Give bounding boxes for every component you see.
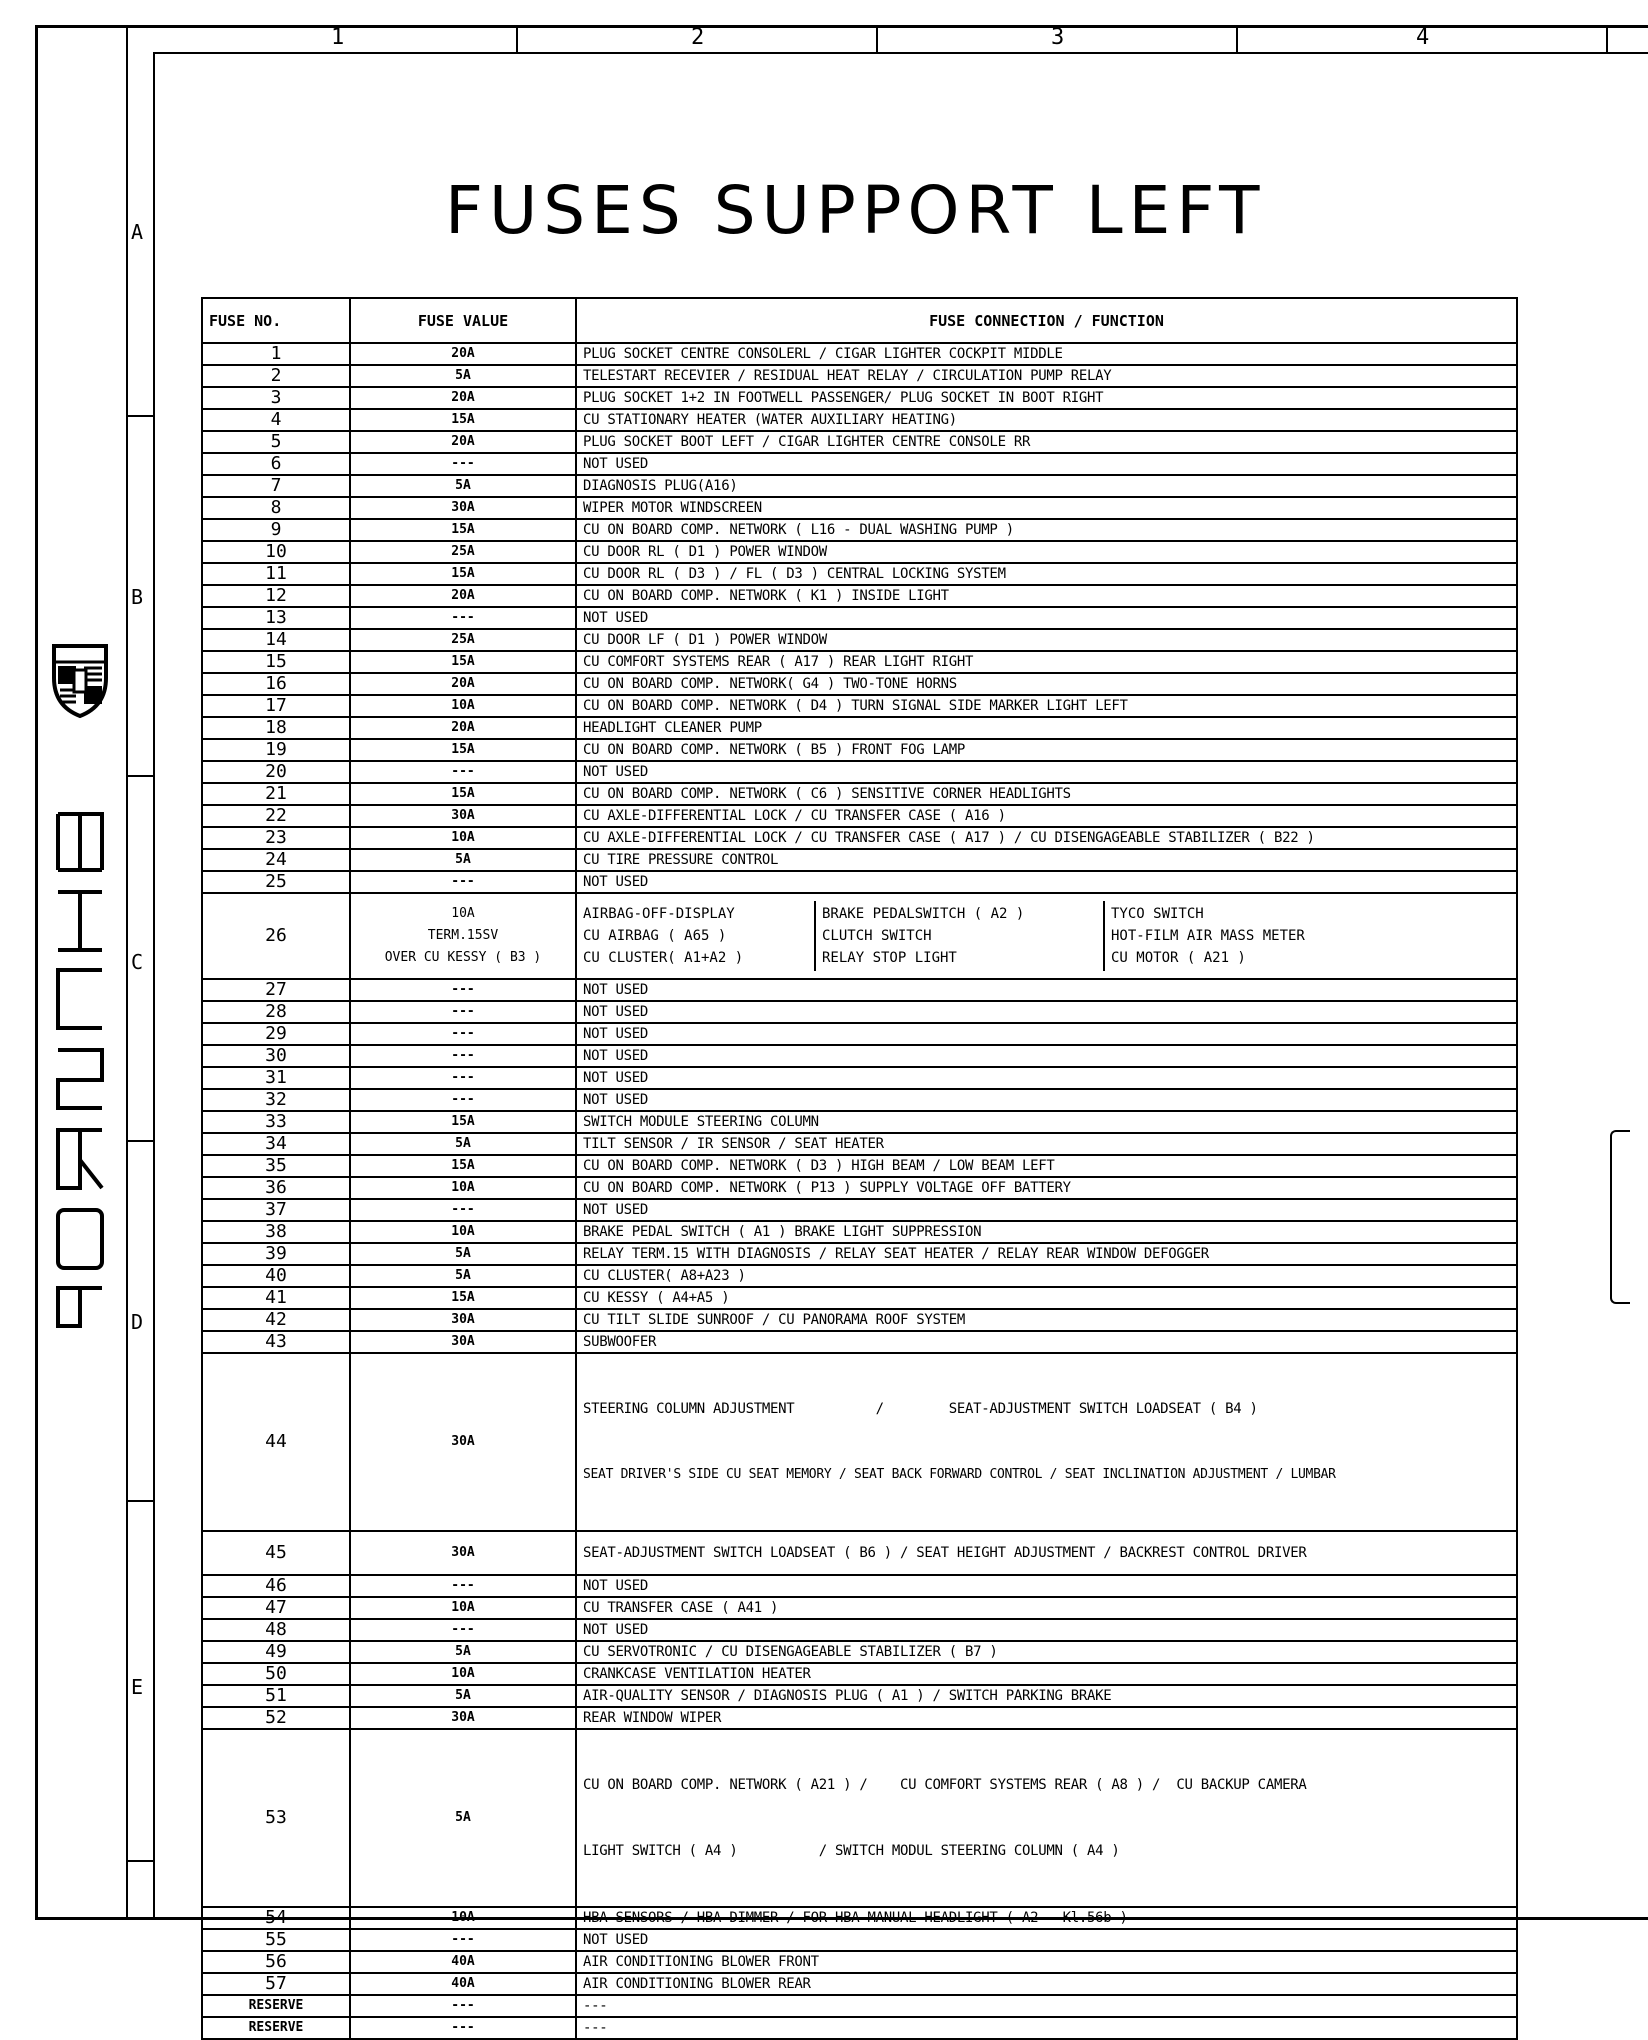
column-ruler bbox=[126, 25, 1648, 52]
fuse-number: 13 bbox=[202, 607, 350, 629]
fuse-number: 16 bbox=[202, 673, 350, 695]
column-divider bbox=[516, 25, 518, 52]
fuse-number: 51 bbox=[202, 1685, 350, 1707]
table-header-row bbox=[202, 298, 1517, 343]
fuse-number: 29 bbox=[202, 1023, 350, 1045]
table-row bbox=[202, 1155, 1517, 1177]
fuse-number: 20 bbox=[202, 761, 350, 783]
row-divider bbox=[126, 1500, 153, 1502]
fuse-function: NOT USED bbox=[576, 1001, 1517, 1023]
fuse-number: 32 bbox=[202, 1089, 350, 1111]
function-line: CLUTCH SWITCH bbox=[822, 928, 932, 944]
fuse-function: CU CLUSTER( A8+A23 ) bbox=[576, 1265, 1517, 1287]
fuse-number: 39 bbox=[202, 1243, 350, 1265]
column-marker: 3 bbox=[1051, 25, 1065, 50]
fuse-function: CU STATIONARY HEATER (WATER AUXILIARY HEATING) bbox=[576, 409, 1517, 431]
fuse-value-line: 10A bbox=[451, 906, 475, 921]
fuse-number: 44 bbox=[202, 1353, 350, 1531]
fuse-value: 15A bbox=[350, 1111, 576, 1133]
fuse-number: 52 bbox=[202, 1707, 350, 1729]
fuse-number: 12 bbox=[202, 585, 350, 607]
table-row bbox=[202, 2017, 1517, 2039]
table-row bbox=[202, 1929, 1517, 1951]
fuse-value: 5A bbox=[350, 1133, 576, 1155]
fuse-number: 15 bbox=[202, 651, 350, 673]
table-row bbox=[202, 1177, 1517, 1199]
fuse-value: 10A bbox=[350, 1221, 576, 1243]
fuse-number: 49 bbox=[202, 1641, 350, 1663]
fuse-function: CU ON BOARD COMP. NETWORK ( L16 - DUAL WASHING PUMP ) bbox=[576, 519, 1517, 541]
fuse-number: 34 bbox=[202, 1133, 350, 1155]
fuse-value: --- bbox=[350, 1995, 576, 2017]
fuse-number: 55 bbox=[202, 1929, 350, 1951]
fuse-number: 3 bbox=[202, 387, 350, 409]
table-row bbox=[202, 629, 1517, 651]
table-row bbox=[202, 695, 1517, 717]
row-marker: B bbox=[131, 585, 144, 609]
table-row bbox=[202, 431, 1517, 453]
fuse-function: PLUG SOCKET 1+2 IN FOOTWELL PASSENGER/ PLUG SOCKET IN BOOT RIGHT bbox=[576, 387, 1517, 409]
fuse-function: CU KESSY ( A4+A5 ) bbox=[576, 1287, 1517, 1309]
function-line: SEAT DRIVER'S SIDE CU SEAT MEMORY / SEAT BACK FORWARD CONTROL / SEAT INCLINATION ADJUSTMENT / LUMBAR bbox=[583, 1467, 1336, 1482]
header-fuse-function: FUSE CONNECTION / FUNCTION bbox=[576, 298, 1517, 343]
fuse-function: DIAGNOSIS PLUG(A16) bbox=[576, 475, 1517, 497]
fuse-value: 5A bbox=[350, 365, 576, 387]
fuse-function: CU SERVOTRONIC / CU DISENGAGEABLE STABILIZER ( B7 ) bbox=[576, 1641, 1517, 1663]
table-row bbox=[202, 739, 1517, 761]
fuse-function: CU ON BOARD COMP. NETWORK ( K1 ) INSIDE LIGHT bbox=[576, 585, 1517, 607]
column-divider bbox=[876, 25, 878, 52]
table-row bbox=[202, 1067, 1517, 1089]
fuse-value: --- bbox=[350, 1929, 576, 1951]
table-row bbox=[202, 1619, 1517, 1641]
fuse-function: CU ON BOARD COMP. NETWORK ( P13 ) SUPPLY VOLTAGE OFF BATTERY bbox=[576, 1177, 1517, 1199]
fuse-number: RESERVE bbox=[202, 1995, 350, 2017]
fuse-value-line: OVER CU KESSY ( B3 ) bbox=[384, 950, 542, 965]
fuse-function: AIR-QUALITY SENSOR / DIAGNOSIS PLUG ( A1 ) / SWITCH PARKING BRAKE bbox=[576, 1685, 1517, 1707]
fuse-function: CU ON BOARD COMP. NETWORK ( D3 ) HIGH BEAM / LOW BEAM LEFT bbox=[576, 1155, 1517, 1177]
fuse-number: 14 bbox=[202, 629, 350, 651]
fuse-function: CU ON BOARD COMP. NETWORK ( D4 ) TURN SIGNAL SIDE MARKER LIGHT LEFT bbox=[576, 695, 1517, 717]
fuse-function: PLUG SOCKET CENTRE CONSOLERL / CIGAR LIGHTER COCKPIT MIDDLE bbox=[576, 343, 1517, 365]
table-row bbox=[202, 1023, 1517, 1045]
table-row bbox=[202, 1221, 1517, 1243]
table-row bbox=[202, 1973, 1517, 1995]
function-col-3 bbox=[1103, 901, 1497, 971]
row-divider bbox=[126, 1140, 153, 1142]
table-row bbox=[202, 1001, 1517, 1023]
fuse-row-53 bbox=[202, 1729, 1517, 1907]
fuse-value: --- bbox=[350, 871, 576, 893]
table-row bbox=[202, 761, 1517, 783]
table-row bbox=[202, 1265, 1517, 1287]
fuse-number: 8 bbox=[202, 497, 350, 519]
fuse-function: CU TIRE PRESSURE CONTROL bbox=[576, 849, 1517, 871]
fuse-value: 10A bbox=[350, 695, 576, 717]
function-line: AIRBAG-OFF-DISPLAY bbox=[583, 906, 735, 922]
fuse-function: NOT USED bbox=[576, 1575, 1517, 1597]
fuse-function: CU ON BOARD COMP. NETWORK ( B5 ) FRONT FOG LAMP bbox=[576, 739, 1517, 761]
fuse-number: 30 bbox=[202, 1045, 350, 1067]
porsche-wordmark-icon bbox=[50, 810, 110, 1330]
function-line: CU AIRBAG ( A65 ) bbox=[583, 928, 727, 944]
fuse-value: --- bbox=[350, 1023, 576, 1045]
fuse-number: 22 bbox=[202, 805, 350, 827]
table-row bbox=[202, 585, 1517, 607]
column-marker: 1 bbox=[331, 25, 345, 50]
fuse-number: 27 bbox=[202, 979, 350, 1001]
fuse-number: 4 bbox=[202, 409, 350, 431]
table-row bbox=[202, 453, 1517, 475]
table-row bbox=[202, 1243, 1517, 1265]
table-row bbox=[202, 1331, 1517, 1353]
fuse-value: 20A bbox=[350, 387, 576, 409]
fuse-value: 10A bbox=[350, 1597, 576, 1619]
fuse-number: 40 bbox=[202, 1265, 350, 1287]
fuse-value: --- bbox=[350, 1089, 576, 1111]
table-row bbox=[202, 1111, 1517, 1133]
fuse-number: 43 bbox=[202, 1331, 350, 1353]
fuse-number: 36 bbox=[202, 1177, 350, 1199]
fuse-value: 25A bbox=[350, 541, 576, 563]
reserve-rows bbox=[202, 1995, 1517, 2039]
table-row bbox=[202, 607, 1517, 629]
fuse-function: CU TRANSFER CASE ( A41 ) bbox=[576, 1597, 1517, 1619]
fuse-value: 5A bbox=[350, 1729, 576, 1907]
fuse-number: 5 bbox=[202, 431, 350, 453]
function-line: HOT-FILM AIR MASS METER bbox=[1111, 928, 1305, 944]
fuse-function: CRANKCASE VENTILATION HEATER bbox=[576, 1663, 1517, 1685]
fuse-value: --- bbox=[350, 1575, 576, 1597]
fuse-value: 30A bbox=[350, 1531, 576, 1575]
fuse-value: 20A bbox=[350, 673, 576, 695]
fuse-number: 48 bbox=[202, 1619, 350, 1641]
fuse-number: 57 bbox=[202, 1973, 350, 1995]
fuse-number: 21 bbox=[202, 783, 350, 805]
fuse-number: 28 bbox=[202, 1001, 350, 1023]
table-row bbox=[202, 1045, 1517, 1067]
row-marker: A bbox=[131, 220, 144, 244]
fuse-number: 11 bbox=[202, 563, 350, 585]
table-row bbox=[202, 1663, 1517, 1685]
fuse-number: 56 bbox=[202, 1951, 350, 1973]
table-row bbox=[202, 387, 1517, 409]
fuse-function bbox=[576, 1729, 1517, 1907]
row-marker: D bbox=[131, 1310, 144, 1334]
table-row bbox=[202, 1707, 1517, 1729]
table-row bbox=[202, 1907, 1517, 1929]
fuse-function: AIR CONDITIONING BLOWER REAR bbox=[576, 1973, 1517, 1995]
fuse-value: 30A bbox=[350, 805, 576, 827]
fuse-function: CU DOOR RL ( D1 ) POWER WINDOW bbox=[576, 541, 1517, 563]
table-row bbox=[202, 1729, 1517, 1907]
fuse-value: 15A bbox=[350, 409, 576, 431]
table-row bbox=[202, 1597, 1517, 1619]
fuse-number: 47 bbox=[202, 1597, 350, 1619]
fuse-value: 10A bbox=[350, 1177, 576, 1199]
fuse-function: CU TILT SLIDE SUNROOF / CU PANORAMA ROOF SYSTEM bbox=[576, 1309, 1517, 1331]
fuse-rows-1 bbox=[202, 343, 1517, 893]
function-line: CU CLUSTER( A1+A2 ) bbox=[583, 950, 744, 966]
fuse-number: 10 bbox=[202, 541, 350, 563]
fuse-function: CU AXLE-DIFFERENTIAL LOCK / CU TRANSFER CASE ( A17 ) / CU DISENGAGEABLE STABILIZER ( B22 ) bbox=[576, 827, 1517, 849]
fuse-number: 37 bbox=[202, 1199, 350, 1221]
fuse-function: TILT SENSOR / IR SENSOR / SEAT HEATER bbox=[576, 1133, 1517, 1155]
row-marker: C bbox=[131, 950, 144, 974]
table-row bbox=[202, 1089, 1517, 1111]
fuse-row-26 bbox=[202, 893, 1517, 979]
fuse-function: SUBWOOFER bbox=[576, 1331, 1517, 1353]
fuse-rows-2 bbox=[202, 979, 1517, 1353]
fuse-value: 5A bbox=[350, 475, 576, 497]
fuse-function: SWITCH MODULE STEERING COLUMN bbox=[576, 1111, 1517, 1133]
fuse-value: 10A bbox=[350, 827, 576, 849]
column-divider bbox=[1236, 25, 1238, 52]
fuse-value: 20A bbox=[350, 343, 576, 365]
table-row bbox=[202, 1995, 1517, 2017]
fuse-table bbox=[201, 297, 1518, 2040]
table-row bbox=[202, 519, 1517, 541]
fuse-value: --- bbox=[350, 1067, 576, 1089]
fuse-value: 20A bbox=[350, 431, 576, 453]
fuse-function: HEADLIGHT CLEANER PUMP bbox=[576, 717, 1517, 739]
fuse-value: --- bbox=[350, 2017, 576, 2039]
table-row bbox=[202, 673, 1517, 695]
fuse-value: 10A bbox=[350, 1907, 576, 1929]
fuse-value: 5A bbox=[350, 1641, 576, 1663]
fuse-number: 18 bbox=[202, 717, 350, 739]
fuse-function: NOT USED bbox=[576, 1089, 1517, 1111]
fuse-table-container bbox=[201, 297, 1516, 2040]
table-row bbox=[202, 651, 1517, 673]
porsche-crest-icon bbox=[40, 640, 120, 720]
function-col-2 bbox=[814, 901, 1103, 971]
fuse-number: 26 bbox=[202, 893, 350, 979]
fuse-number: 33 bbox=[202, 1111, 350, 1133]
table-row bbox=[202, 1309, 1517, 1331]
fuse-function bbox=[576, 1353, 1517, 1531]
fuse-function: NOT USED bbox=[576, 871, 1517, 893]
fuse-number: 35 bbox=[202, 1155, 350, 1177]
table-row bbox=[202, 365, 1517, 387]
function-line: RELAY STOP LIGHT bbox=[822, 950, 957, 966]
function-line: CU ON BOARD COMP. NETWORK ( A21 ) / CU COMFORT SYSTEMS REAR ( A8 ) / CU BACKUP CAMERA bbox=[583, 1777, 1307, 1793]
row-marker: E bbox=[131, 1675, 144, 1699]
fuse-value: --- bbox=[350, 453, 576, 475]
fuse-function: HBA SENSORS / HBA DIMMER / FOR HBA MANUAL HEADLIGHT ( A2 - Kl.56b ) bbox=[576, 1907, 1517, 1929]
table-row bbox=[202, 783, 1517, 805]
fuse-function: NOT USED bbox=[576, 453, 1517, 475]
fuse-number: 31 bbox=[202, 1067, 350, 1089]
row-ruler bbox=[126, 25, 153, 1920]
fuse-function: NOT USED bbox=[576, 1199, 1517, 1221]
fuse-value: 30A bbox=[350, 1331, 576, 1353]
table-row bbox=[202, 541, 1517, 563]
row-divider bbox=[126, 415, 153, 417]
function-line: BRAKE PEDALSWITCH ( A2 ) bbox=[822, 906, 1025, 922]
fuse-value-line: TERM.15SV bbox=[427, 928, 499, 943]
fuse-function: BRAKE PEDAL SWITCH ( A1 ) BRAKE LIGHT SUPPRESSION bbox=[576, 1221, 1517, 1243]
fuse-value: 30A bbox=[350, 1309, 576, 1331]
table-row bbox=[202, 1951, 1517, 1973]
column-marker: 4 bbox=[1416, 25, 1430, 50]
header-fuse-no: FUSE NO. bbox=[202, 298, 350, 343]
fuse-number: RESERVE bbox=[202, 2017, 350, 2039]
fuse-value: 25A bbox=[350, 629, 576, 651]
fuse-rows-4 bbox=[202, 1907, 1517, 1995]
table-row bbox=[202, 475, 1517, 497]
fuse-number: 42 bbox=[202, 1309, 350, 1331]
fuse-function: WIPER MOTOR WINDSCREEN bbox=[576, 497, 1517, 519]
fuse-number: 24 bbox=[202, 849, 350, 871]
fuse-value: 20A bbox=[350, 717, 576, 739]
fuse-function: NOT USED bbox=[576, 1045, 1517, 1067]
fuse-value: 40A bbox=[350, 1973, 576, 1995]
fuse-function-columns bbox=[577, 901, 1516, 971]
fuse-function: CU DOOR LF ( D1 ) POWER WINDOW bbox=[576, 629, 1517, 651]
fuse-number: 2 bbox=[202, 365, 350, 387]
fuse-value: 5A bbox=[350, 1685, 576, 1707]
fuse-value: 15A bbox=[350, 1155, 576, 1177]
fuse-number: 45 bbox=[202, 1531, 350, 1575]
table-row bbox=[202, 1133, 1517, 1155]
fuse-function bbox=[576, 893, 1517, 979]
fuse-value: 15A bbox=[350, 1287, 576, 1309]
fuse-function: NOT USED bbox=[576, 761, 1517, 783]
fuse-function: REAR WINDOW WIPER bbox=[576, 1707, 1517, 1729]
table-row bbox=[202, 893, 1517, 979]
fuse-number: 6 bbox=[202, 453, 350, 475]
fuse-number: 25 bbox=[202, 871, 350, 893]
table-row bbox=[202, 717, 1517, 739]
table-row bbox=[202, 1287, 1517, 1309]
fuse-function: NOT USED bbox=[576, 1023, 1517, 1045]
table-row bbox=[202, 497, 1517, 519]
table-row bbox=[202, 1353, 1517, 1531]
fuse-value: --- bbox=[350, 1199, 576, 1221]
fuse-function: NOT USED bbox=[576, 1929, 1517, 1951]
function-col-1 bbox=[577, 901, 814, 971]
function-line: STEERING COLUMN ADJUSTMENT / SEAT-ADJUSTMENT SWITCH LOADSEAT ( B4 ) bbox=[583, 1401, 1258, 1417]
fuse-value: --- bbox=[350, 1001, 576, 1023]
table-row bbox=[202, 343, 1517, 365]
header-fuse-value: FUSE VALUE bbox=[350, 298, 576, 343]
fuse-function: RELAY TERM.15 WITH DIAGNOSIS / RELAY SEAT HEATER / RELAY REAR WINDOW DEFOGGER bbox=[576, 1243, 1517, 1265]
fuse-number: 19 bbox=[202, 739, 350, 761]
fuse-row-44-45 bbox=[202, 1353, 1517, 1575]
fuse-value: 15A bbox=[350, 739, 576, 761]
fuse-value: --- bbox=[350, 1619, 576, 1641]
fuse-value: 10A bbox=[350, 1663, 576, 1685]
row-divider bbox=[126, 775, 153, 777]
fuse-function: SEAT-ADJUSTMENT SWITCH LOADSEAT ( B6 ) / SEAT HEIGHT ADJUSTMENT / BACKREST CONTROL DRIVER bbox=[576, 1531, 1517, 1575]
fuse-function: NOT USED bbox=[576, 1619, 1517, 1641]
fuse-number: 17 bbox=[202, 695, 350, 717]
fuse-number: 7 bbox=[202, 475, 350, 497]
table-row bbox=[202, 805, 1517, 827]
table-row bbox=[202, 979, 1517, 1001]
fuse-number: 54 bbox=[202, 1907, 350, 1929]
page-edge-tab bbox=[1610, 1130, 1630, 1304]
column-divider bbox=[1606, 25, 1608, 52]
fuse-value bbox=[350, 893, 576, 979]
row-divider bbox=[126, 1860, 153, 1862]
fuse-function: NOT USED bbox=[576, 1067, 1517, 1089]
fuse-rows-3 bbox=[202, 1575, 1517, 1729]
table-row bbox=[202, 849, 1517, 871]
fuse-value: --- bbox=[350, 761, 576, 783]
fuse-function: --- bbox=[576, 1995, 1517, 2017]
fuse-function: CU ON BOARD COMP. NETWORK( G4 ) TWO-TONE HORNS bbox=[576, 673, 1517, 695]
table-row bbox=[202, 409, 1517, 431]
fuse-function: CU ON BOARD COMP. NETWORK ( C6 ) SENSITIVE CORNER HEADLIGHTS bbox=[576, 783, 1517, 805]
table-row bbox=[202, 563, 1517, 585]
fuse-value: 40A bbox=[350, 1951, 576, 1973]
function-line: LIGHT SWITCH ( A4 ) / SWITCH MODUL STEERING COLUMN ( A4 ) bbox=[583, 1843, 1120, 1859]
fuse-function: NOT USED bbox=[576, 607, 1517, 629]
fuse-function: CU AXLE-DIFFERENTIAL LOCK / CU TRANSFER CASE ( A16 ) bbox=[576, 805, 1517, 827]
table-row bbox=[202, 871, 1517, 893]
table-row bbox=[202, 1531, 1517, 1575]
table-row bbox=[202, 1199, 1517, 1221]
function-line: CU MOTOR ( A21 ) bbox=[1111, 950, 1246, 966]
fuse-value: --- bbox=[350, 1045, 576, 1067]
fuse-number: 9 bbox=[202, 519, 350, 541]
fuse-function: CU COMFORT SYSTEMS REAR ( A17 ) REAR LIGHT RIGHT bbox=[576, 651, 1517, 673]
fuse-function: NOT USED bbox=[576, 979, 1517, 1001]
fuse-value: 15A bbox=[350, 783, 576, 805]
table-row bbox=[202, 827, 1517, 849]
column-marker: 2 bbox=[691, 25, 705, 50]
fuse-value: --- bbox=[350, 979, 576, 1001]
fuse-number: 23 bbox=[202, 827, 350, 849]
fuse-value: 30A bbox=[350, 1353, 576, 1531]
fuse-function: CU DOOR RL ( D3 ) / FL ( D3 ) CENTRAL LOCKING SYSTEM bbox=[576, 563, 1517, 585]
function-line: TYCO SWITCH bbox=[1111, 906, 1204, 922]
fuse-value: 20A bbox=[350, 585, 576, 607]
table-row bbox=[202, 1575, 1517, 1597]
fuse-value: 5A bbox=[350, 849, 576, 871]
fuse-value: --- bbox=[350, 607, 576, 629]
fuse-function: TELESTART RECEVIER / RESIDUAL HEAT RELAY / CIRCULATION PUMP RELAY bbox=[576, 365, 1517, 387]
fuse-value: 5A bbox=[350, 1243, 576, 1265]
fuse-function: PLUG SOCKET BOOT LEFT / CIGAR LIGHTER CENTRE CONSOLE RR bbox=[576, 431, 1517, 453]
fuse-value: 15A bbox=[350, 519, 576, 541]
table-row bbox=[202, 1685, 1517, 1707]
fuse-value: 15A bbox=[350, 651, 576, 673]
fuse-number: 1 bbox=[202, 343, 350, 365]
fuse-value: 15A bbox=[350, 563, 576, 585]
page-title: FUSES SUPPORT LEFT bbox=[445, 172, 1266, 249]
fuse-value: 30A bbox=[350, 1707, 576, 1729]
fuse-number: 38 bbox=[202, 1221, 350, 1243]
fuse-value: 5A bbox=[350, 1265, 576, 1287]
fuse-number: 41 bbox=[202, 1287, 350, 1309]
fuse-number: 46 bbox=[202, 1575, 350, 1597]
fuse-function: --- bbox=[576, 2017, 1517, 2039]
fuse-number: 53 bbox=[202, 1729, 350, 1907]
fuse-number: 50 bbox=[202, 1663, 350, 1685]
table-row bbox=[202, 1641, 1517, 1663]
fuse-function: AIR CONDITIONING BLOWER FRONT bbox=[576, 1951, 1517, 1973]
fuse-value: 30A bbox=[350, 497, 576, 519]
